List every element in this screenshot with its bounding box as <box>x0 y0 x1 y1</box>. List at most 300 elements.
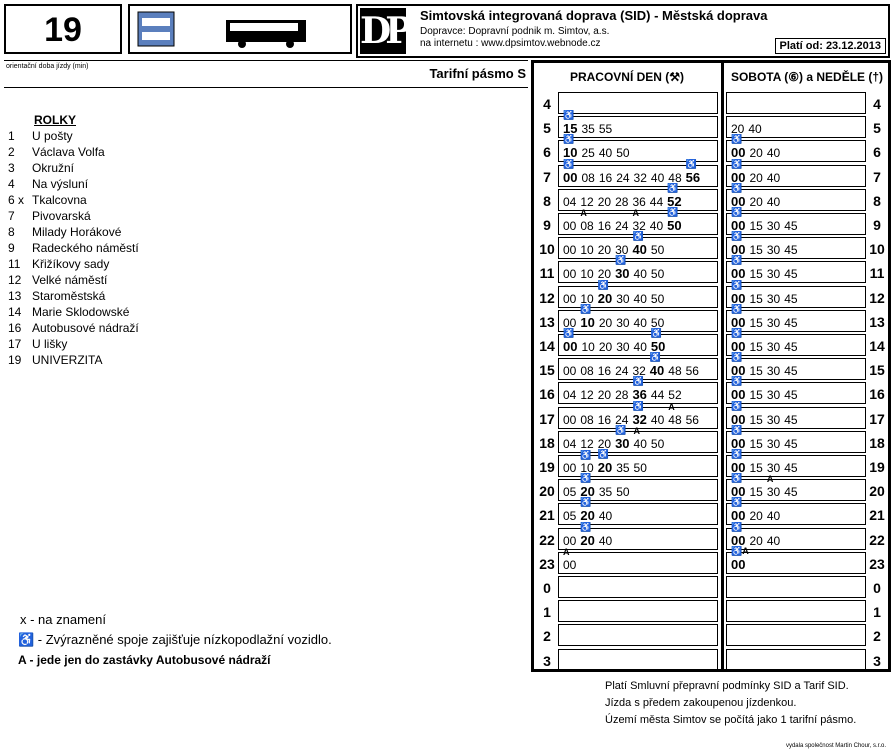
weekend-cell <box>726 116 866 138</box>
footer-line: Jízda s předem zakoupenou jízdenkou. <box>605 697 797 709</box>
stop-item <box>8 192 139 208</box>
departure-minute <box>616 461 629 475</box>
hour-label: 13 <box>539 313 555 330</box>
note-mark: A <box>632 208 639 218</box>
departure-minute <box>651 388 664 402</box>
departure-minute <box>563 546 577 572</box>
minute-value: 20 <box>580 532 595 548</box>
timetable <box>531 60 891 672</box>
departure-minute <box>767 316 780 330</box>
minute-value: 30 <box>616 315 630 330</box>
stop-name: UNIVERZITA <box>32 353 103 367</box>
stop-time: 6 x <box>8 193 25 207</box>
departure-minute <box>767 267 780 281</box>
hour-row <box>534 376 888 405</box>
minute-value: 00 <box>731 314 746 330</box>
weekend-cell <box>726 424 866 453</box>
minute-value: 45 <box>784 485 798 500</box>
stop-name: U lišky <box>32 337 68 351</box>
departure-minute <box>634 171 647 185</box>
hour-label: 21 <box>539 507 555 524</box>
departure-minute <box>784 316 797 330</box>
minute-value: 04 <box>563 388 577 403</box>
footer-line: Území města Simtov se počítá jako 1 tarifní pásmo. <box>605 714 857 726</box>
departure-minute <box>563 292 576 306</box>
departure-minute <box>598 413 611 427</box>
legend-x: x - na znamení <box>20 612 106 627</box>
minute-value: 48 <box>668 364 682 379</box>
departure-minute <box>749 413 762 427</box>
minute-value: 00 <box>731 193 746 209</box>
weekend-cell <box>726 545 866 574</box>
hour-label: 18 <box>869 434 885 451</box>
stop-time: 12 <box>8 273 22 287</box>
departure-minute <box>767 437 780 451</box>
stop-time: 19 <box>8 353 22 367</box>
departure-minute <box>749 267 762 281</box>
note-mark: A <box>563 546 570 557</box>
hour-label: 15 <box>869 362 885 379</box>
minute-value: 15 <box>749 364 763 379</box>
minute-value: 05 <box>563 509 577 524</box>
hour-label: 21 <box>869 507 885 524</box>
minute-value: 45 <box>784 436 798 451</box>
departure-minute <box>563 195 576 209</box>
note-mark: ♿ <box>632 376 644 387</box>
minute-value: 20 <box>580 484 595 500</box>
departure-minute <box>563 534 576 548</box>
departure-minute <box>563 509 576 523</box>
departure-minute <box>599 146 612 160</box>
minute-value: 20 <box>597 194 612 209</box>
departure-minute <box>615 195 628 209</box>
minute-value: 00 <box>731 218 746 233</box>
departure-minute <box>634 267 647 281</box>
minutes <box>563 449 651 475</box>
minute-value: 08 <box>580 412 594 427</box>
hour-label: 18 <box>539 434 555 451</box>
minute-value: 20 <box>598 315 613 330</box>
hour-label: 0 <box>873 580 881 596</box>
departure-minute <box>580 521 595 548</box>
note-mark: ♿ <box>563 328 575 338</box>
note-mark: ♿ <box>731 328 743 338</box>
departure-minute <box>749 509 762 523</box>
travel-time-label: orientační doba jízdy (min) <box>6 63 89 70</box>
minute-value: 15 <box>749 340 763 354</box>
weekend-cell <box>726 473 866 501</box>
minute-value: 10 <box>580 314 595 330</box>
departure-minute <box>749 146 762 160</box>
departure-minute <box>767 534 780 548</box>
weekend-cell <box>726 134 866 162</box>
departure-minute <box>731 545 749 572</box>
departure-minute <box>749 316 762 330</box>
hour-label: 12 <box>869 289 885 306</box>
departure-minute <box>784 413 797 427</box>
minute-value: 10 <box>563 145 578 161</box>
minute-value: 12 <box>580 436 594 451</box>
minute-value: 00 <box>731 484 746 500</box>
departure-minute <box>784 292 797 306</box>
departure-minute <box>749 195 762 209</box>
minute-value: 28 <box>615 388 629 403</box>
stop-item <box>8 208 139 224</box>
minute-value: 15 <box>749 291 763 306</box>
minute-value: 12 <box>580 388 594 403</box>
departure-minute <box>767 413 780 427</box>
minute-value: 30 <box>766 412 781 427</box>
minute-value: 52 <box>667 193 682 209</box>
hour-label: 14 <box>869 338 885 354</box>
departure-minute <box>667 207 682 233</box>
weekday-cell <box>558 255 718 283</box>
weekend-cell <box>726 576 866 598</box>
departure-minute <box>749 534 762 548</box>
stop-time: 2 <box>8 145 15 159</box>
hour-label: 8 <box>873 192 881 209</box>
minute-value: 30 <box>766 243 781 258</box>
departure-minute <box>616 171 629 185</box>
departure-minute <box>581 171 594 185</box>
hour-label: 22 <box>539 531 555 548</box>
stop-item <box>8 176 139 192</box>
minute-value: 15 <box>749 485 763 500</box>
departure-minute <box>563 461 576 475</box>
departure-minute <box>580 364 593 378</box>
departure-minute <box>563 485 576 499</box>
valid-from: Platí od: 23.12.2013 <box>775 38 887 54</box>
minute-value: 50 <box>650 339 666 354</box>
weekend-cell <box>726 624 866 646</box>
minute-value: 48 <box>668 170 682 185</box>
departure-minute <box>784 364 797 378</box>
weekend-cell <box>726 449 866 477</box>
departure-minute <box>767 461 780 475</box>
hour-label: 14 <box>539 338 555 354</box>
departure-minute <box>668 364 681 378</box>
minute-value: 36 <box>632 387 647 403</box>
weekday-cell <box>558 158 718 187</box>
minutes <box>563 255 668 282</box>
minute-value: 44 <box>650 388 665 403</box>
minute-value: 24 <box>615 219 629 233</box>
hour-label: 2 <box>543 628 551 645</box>
weekend-cell <box>726 328 866 356</box>
departure-minute <box>615 364 628 378</box>
hour-label: 5 <box>873 120 881 137</box>
minute-value: 00 <box>731 460 746 475</box>
stop-name: Milady Horákové <box>32 225 122 239</box>
note-mark: ♿ <box>632 231 644 242</box>
minute-value: 50 <box>633 461 647 475</box>
departure-minute <box>563 437 576 451</box>
minute-value: 00 <box>731 290 746 306</box>
departure-minute <box>784 437 797 451</box>
minute-value: 45 <box>784 243 798 258</box>
weekday-cell <box>558 600 718 622</box>
minute-value: 44 <box>649 194 664 209</box>
minute-value: 30 <box>766 267 781 282</box>
minute-value: 08 <box>580 364 594 379</box>
hour-label: 11 <box>539 265 555 282</box>
stop-time <box>8 112 32 128</box>
minute-value: 30 <box>615 243 629 258</box>
minute-value: 24 <box>615 412 629 427</box>
minute-value: 10 <box>581 340 595 354</box>
weekend-cell <box>726 600 866 622</box>
minute-value: 50 <box>616 485 630 500</box>
minute-value: 40 <box>766 146 781 161</box>
minute-value: 45 <box>784 364 798 379</box>
minute-value: 00 <box>563 533 577 548</box>
minute-value: 00 <box>731 411 746 427</box>
note-mark: ♿ <box>649 352 662 363</box>
hour-row <box>534 328 888 357</box>
stop-name: Marie Sklodowské <box>32 305 130 319</box>
note-mark: ♿ <box>632 400 644 411</box>
stop-item <box>8 128 139 144</box>
note-mark: ♿ <box>650 328 663 338</box>
header-info <box>356 4 890 58</box>
minute-value: 20 <box>597 460 613 475</box>
departure-minute <box>580 195 593 209</box>
minute-value: 15 <box>749 267 763 282</box>
departure-minute <box>784 461 797 475</box>
note-mark: ♿ <box>615 424 627 435</box>
minute-value: 15 <box>563 121 578 137</box>
weekday-cell <box>558 649 718 671</box>
weekday-cell <box>558 521 718 550</box>
minute-value: 45 <box>784 219 798 233</box>
minute-value: 00 <box>731 169 746 185</box>
minutes <box>563 473 634 500</box>
weekday-cell <box>558 92 718 114</box>
minute-value: 45 <box>784 315 798 330</box>
departure-minute <box>749 219 762 233</box>
stop-name: Na výsluní <box>32 177 89 191</box>
departure-minute <box>767 364 780 378</box>
minute-value: 50 <box>616 146 630 161</box>
note-mark: ♿ <box>731 207 743 217</box>
minute-value: 00 <box>563 364 577 379</box>
departure-minute <box>767 388 780 402</box>
hour-label: 4 <box>873 96 881 112</box>
minute-value: 16 <box>597 412 612 427</box>
departure-minute <box>580 437 593 451</box>
weekday-cell <box>558 576 718 598</box>
departure-minute <box>599 316 612 330</box>
note-mark: ♿ <box>580 521 592 532</box>
weekend-cell <box>726 255 866 283</box>
departure-minute <box>767 219 780 233</box>
weekend-cell <box>726 231 866 259</box>
hour-label: 23 <box>539 555 555 572</box>
minute-value: 30 <box>766 436 781 451</box>
minute-value: 40 <box>766 509 781 524</box>
departure-minute <box>668 401 682 427</box>
minute-value: 50 <box>650 291 665 306</box>
note-mark: ♿ <box>580 450 592 460</box>
stop-item <box>8 112 139 128</box>
departure-minute <box>749 485 762 499</box>
hour-label: 7 <box>873 168 881 185</box>
minute-value: 15 <box>749 315 763 330</box>
hour-label: 9 <box>873 217 881 233</box>
minute-value: 30 <box>615 435 630 451</box>
weekday-cell <box>558 110 718 138</box>
minute-value: 00 <box>731 387 746 403</box>
hour-label: 17 <box>869 410 885 427</box>
minute-value: 00 <box>731 532 746 548</box>
hour-label: 19 <box>869 459 885 475</box>
note-mark: ♿ <box>731 521 743 532</box>
carrier <box>420 26 609 37</box>
note-mark: ♿ <box>615 255 627 266</box>
web-link[interactable]: www.dpsimtov.webnode.cz <box>481 38 601 49</box>
publisher: vydala společnost Martin Chour, s.r.o. <box>785 743 886 749</box>
hour-row <box>534 134 888 163</box>
minute-value: 20 <box>597 290 613 306</box>
departure-minute <box>651 413 664 427</box>
departure-minute <box>634 461 647 475</box>
stop-item <box>8 352 139 368</box>
minute-value: 00 <box>563 461 577 475</box>
departure-minute <box>767 243 780 257</box>
minutes <box>563 521 616 548</box>
departure-minute <box>580 413 593 427</box>
departure-minute <box>767 146 780 160</box>
departure-minute <box>599 534 612 548</box>
minute-value: 15 <box>749 436 763 451</box>
minute-value: 30 <box>766 340 781 354</box>
hour-label: 22 <box>869 531 885 548</box>
departure-minute <box>597 449 613 475</box>
minute-value: 00 <box>563 169 578 185</box>
departure-minute <box>767 292 780 306</box>
hour-label: 16 <box>869 386 885 403</box>
stop-time: 3 <box>8 161 15 175</box>
hour-row <box>534 648 888 672</box>
departure-minute <box>563 388 576 402</box>
hour-label: 6 <box>543 144 551 161</box>
stop-time: 9 <box>8 241 15 255</box>
departure-minute <box>686 364 699 378</box>
minute-value: 20 <box>749 146 763 161</box>
hour-label: 23 <box>869 555 885 572</box>
stop-item <box>8 336 139 352</box>
note-mark: ♿ <box>731 352 743 363</box>
minute-value: 00 <box>731 556 746 572</box>
weekend-cell <box>726 92 866 114</box>
departure-minute <box>563 364 576 378</box>
note-mark: ♿ <box>667 182 679 193</box>
note-mark: ♿ <box>563 158 575 169</box>
note-mark: ♿A <box>731 545 749 556</box>
departure-minute <box>598 243 611 257</box>
minute-value: 40 <box>633 315 647 330</box>
weekday-header: PRACOVNÍ DEN (⚒) <box>569 70 685 84</box>
stop-time: 4 <box>8 177 15 191</box>
weekday-cell <box>558 328 718 356</box>
weekday-cell <box>558 231 718 259</box>
stop-time: 7 <box>8 209 15 223</box>
minute-value: 12 <box>580 194 594 209</box>
departure-minute <box>580 303 595 330</box>
minute-value: 45 <box>784 412 798 427</box>
minute-value: 10 <box>580 291 594 306</box>
minute-value: 00 <box>563 412 577 427</box>
departure-minute <box>749 364 762 378</box>
departure-minute <box>597 279 613 306</box>
weekend-cell <box>726 352 866 380</box>
departure-minute <box>784 267 797 281</box>
departure-minute <box>598 364 611 378</box>
minute-value: 20 <box>597 243 612 258</box>
hour-label: 4 <box>543 96 551 112</box>
minute-value: 00 <box>563 291 577 306</box>
minute-value: 00 <box>563 557 577 572</box>
hour-label: 11 <box>869 265 885 282</box>
minute-value: 50 <box>667 218 682 233</box>
minute-value: 00 <box>563 339 578 354</box>
bus-pictogram-icon <box>130 6 350 52</box>
minute-value: 55 <box>598 122 613 137</box>
hour-row <box>534 521 888 551</box>
minute-value: 15 <box>749 388 763 403</box>
minute-value: 20 <box>580 508 595 524</box>
hour-label: 6 <box>873 144 881 161</box>
minute-value: 10 <box>580 243 594 258</box>
minute-value: 15 <box>749 219 763 233</box>
minute-value: 24 <box>615 364 629 379</box>
minute-value: 20 <box>597 436 612 451</box>
stop-name: Křižíkovy sady <box>32 257 110 271</box>
departure-minute <box>784 243 797 257</box>
minute-value: 45 <box>784 267 798 282</box>
minute-value: 40 <box>598 533 613 548</box>
note-mark: ♿ <box>731 255 743 266</box>
minute-value: 20 <box>749 194 763 209</box>
carrier-label: Dopravce: <box>420 26 466 37</box>
departure-minute <box>581 340 594 354</box>
hour-row <box>534 303 888 333</box>
note-mark: ♿ <box>731 449 743 459</box>
minute-value: 40 <box>766 170 781 185</box>
stop-name: ROLKY <box>34 113 76 127</box>
note-mark: A <box>633 425 641 436</box>
minute-value: 56 <box>685 412 699 427</box>
departure-minute <box>749 437 762 451</box>
stop-name: Velké náměstí <box>32 273 108 287</box>
note-mark: ♿ <box>731 158 743 169</box>
minute-value: 00 <box>731 266 746 282</box>
minute-value: 08 <box>580 219 594 233</box>
departure-minute <box>784 219 797 233</box>
minute-value: 24 <box>616 170 630 185</box>
minute-value: 32 <box>633 170 647 185</box>
note-mark: ♿ <box>731 182 743 193</box>
note-mark: ♿ <box>580 303 592 314</box>
weekend-cell <box>726 279 866 308</box>
minute-value: 40 <box>650 170 665 185</box>
departure-minute <box>668 388 681 402</box>
note-mark: ♿ <box>731 279 743 290</box>
minute-value: 30 <box>766 461 781 475</box>
minute-value: 04 <box>563 436 577 451</box>
departure-minute <box>563 267 576 281</box>
stop-name: Autobusové nádraží <box>32 321 139 335</box>
